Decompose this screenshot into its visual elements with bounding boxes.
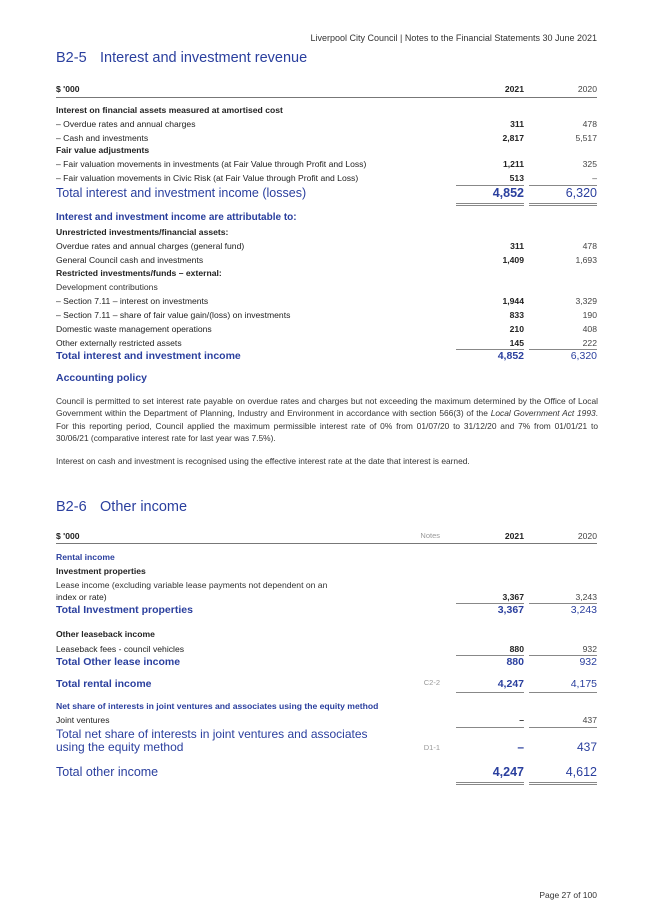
- total-2020: 6,320: [565, 186, 597, 200]
- value-2020: 478: [582, 241, 597, 251]
- section-number: B2-6: [56, 499, 87, 515]
- total-label: using the equity method: [56, 740, 184, 754]
- header-rule: [56, 543, 597, 544]
- total-label: Total rental income: [56, 678, 152, 690]
- row-label: – Overdue rates and annual charges: [56, 119, 196, 129]
- col-2020: 2020: [577, 531, 597, 541]
- value-2020: 478: [582, 119, 597, 129]
- group-heading: Other leaseback income: [56, 629, 155, 639]
- total-2020: 6,320: [570, 350, 597, 362]
- value-2021: 1,944: [502, 296, 524, 306]
- total-label: Total interest and investment income (losses): [56, 186, 307, 200]
- header-rule: [56, 97, 597, 98]
- row-label: Joint ventures: [56, 715, 110, 725]
- total-2021: 880: [506, 656, 524, 668]
- total-2021: 3,367: [497, 604, 524, 616]
- row-label: – Section 7.11 – share of fair value gain/(loss) on investments: [56, 310, 291, 320]
- value-2021: 880: [509, 644, 524, 654]
- value-2020: 3,243: [575, 592, 597, 602]
- row-label-line1: Lease income (excluding variable lease payments not dependent on an: [56, 580, 328, 590]
- total-2021: 4,247: [492, 765, 524, 779]
- row-label: Other externally restricted assets: [56, 338, 182, 348]
- row-label: – Fair valuation movements in investments (at Fair Value through Profit and Loss): [56, 159, 367, 169]
- total-2020: 4,175: [570, 678, 597, 690]
- value-2021: 2,817: [502, 133, 524, 143]
- row-label: General Council cash and investments: [56, 255, 204, 265]
- double-underline: [529, 203, 597, 206]
- note-ref[interactable]: C2-2: [423, 678, 440, 687]
- value-2020: 437: [582, 715, 597, 725]
- section-heading: Other income: [100, 499, 188, 515]
- sub-label: Development contributions: [56, 282, 158, 292]
- value-2021: 1,211: [502, 159, 524, 169]
- double-underline: [456, 782, 524, 785]
- group-heading: Fair value adjustments: [56, 145, 150, 155]
- group-heading: Investment properties: [56, 566, 146, 576]
- underline: [456, 727, 524, 728]
- row-label: index or rate): [56, 592, 107, 602]
- total-label-line1: Total net share of interests in joint ventures and associates: [56, 727, 368, 741]
- group-heading: Interest on financial assets measured at amortised cost: [56, 105, 283, 115]
- total-2021: 4,247: [497, 678, 524, 690]
- policy-text: . For this reporting period, Council applied the maximum permissible interest rate of 0% from 01/07/20 to 31/12/20 and 7% from 01/01/21 to 30/06/21 (comparative interest rate for last year was 7.5%).: [56, 408, 598, 444]
- page-number: Page 27 of 100: [539, 890, 597, 900]
- value-2020: 408: [582, 324, 597, 334]
- double-underline: [529, 782, 597, 785]
- group-heading: Restricted investments/funds – external:: [56, 268, 222, 278]
- total-2020: 932: [579, 656, 597, 668]
- total-label: Total Other lease income: [56, 656, 181, 668]
- total-2020: 4,612: [565, 765, 597, 779]
- total-label: Total Investment properties: [56, 604, 193, 616]
- policy-heading: Accounting policy: [56, 372, 148, 384]
- col-label: $ '000: [56, 84, 80, 94]
- value-2021: 3,367: [502, 592, 524, 602]
- value-2021: 311: [510, 241, 524, 251]
- act-title: Local Government Act 1993: [490, 408, 596, 419]
- note-ref[interactable]: D1-1: [423, 743, 440, 752]
- value-2020: 5,517: [575, 133, 597, 143]
- value-2021: 513: [509, 173, 524, 183]
- policy-paragraph-2: Interest on cash and investment is recognised using the effective interest rate at the date that interest is earned.: [56, 456, 470, 466]
- total-2021: 4,852: [492, 186, 524, 200]
- row-label: Domestic waste management operations: [56, 324, 212, 334]
- value-2020: 932: [582, 644, 597, 654]
- total-2021: –: [517, 740, 524, 754]
- row-label: – Cash and investments: [56, 133, 149, 143]
- row-label: – Fair valuation movements in Civic Risk (at Fair Value through Profit and Loss): [56, 173, 359, 183]
- value-2020: 222: [582, 338, 597, 348]
- value-2020: 325: [582, 159, 597, 169]
- group-heading: Net share of interests in joint ventures and associates using the equity method: [56, 701, 379, 711]
- group-heading: Unrestricted investments/financial assets:: [56, 227, 229, 237]
- section-title-b2-6: [56, 499, 187, 515]
- value-2020: –: [592, 173, 597, 183]
- group-heading: Rental income: [56, 552, 115, 562]
- value-2021: 311: [510, 119, 524, 129]
- total-2020: 3,243: [570, 604, 597, 616]
- col-notes: Notes: [420, 531, 440, 540]
- row-label: Overdue rates and annual charges (general fund): [56, 241, 245, 251]
- value-2021: 833: [509, 310, 524, 320]
- col-2021: 2021: [504, 531, 524, 541]
- col-label: $ '000: [56, 531, 80, 541]
- policy-text: Council is permitted to set interest rate payable on overdue rates and charges but not exceeding the maximum determined by the Office of Local Government within the Department of Planning, Industry and Environment in accordance with section 566(3) of the: [56, 396, 598, 419]
- value-2020: 1,693: [575, 255, 597, 265]
- underline: [529, 692, 597, 693]
- value-2021: 1,409: [502, 255, 524, 265]
- section-title-b2-5: [56, 50, 307, 66]
- total-2020: 437: [576, 740, 597, 754]
- section-number: B2-5: [56, 50, 87, 66]
- value-2021: 210: [509, 324, 524, 334]
- underline: [456, 692, 524, 693]
- row-label: – Section 7.11 – interest on investments: [56, 296, 209, 306]
- total-2021: 4,852: [497, 350, 524, 362]
- policy-paragraph: [56, 395, 598, 445]
- col-2021: 2021: [504, 84, 524, 94]
- col-2020: 2020: [577, 84, 597, 94]
- value-2021: –: [519, 715, 524, 725]
- value-2020: 3,329: [575, 296, 597, 306]
- running-header: Liverpool City Council | Notes to the Financial Statements 30 June 2021: [310, 33, 597, 43]
- underline: [529, 727, 597, 728]
- total-label: Total interest and investment income: [56, 350, 241, 362]
- attrib-heading: Interest and investment income are attributable to:: [56, 212, 297, 223]
- total-label: Total other income: [56, 765, 159, 779]
- section-heading: Interest and investment revenue: [100, 50, 308, 66]
- double-underline: [456, 203, 524, 206]
- value-2020: 190: [582, 310, 597, 320]
- value-2021: 145: [509, 338, 524, 348]
- row-label: Leaseback fees - council vehicles: [56, 644, 185, 654]
